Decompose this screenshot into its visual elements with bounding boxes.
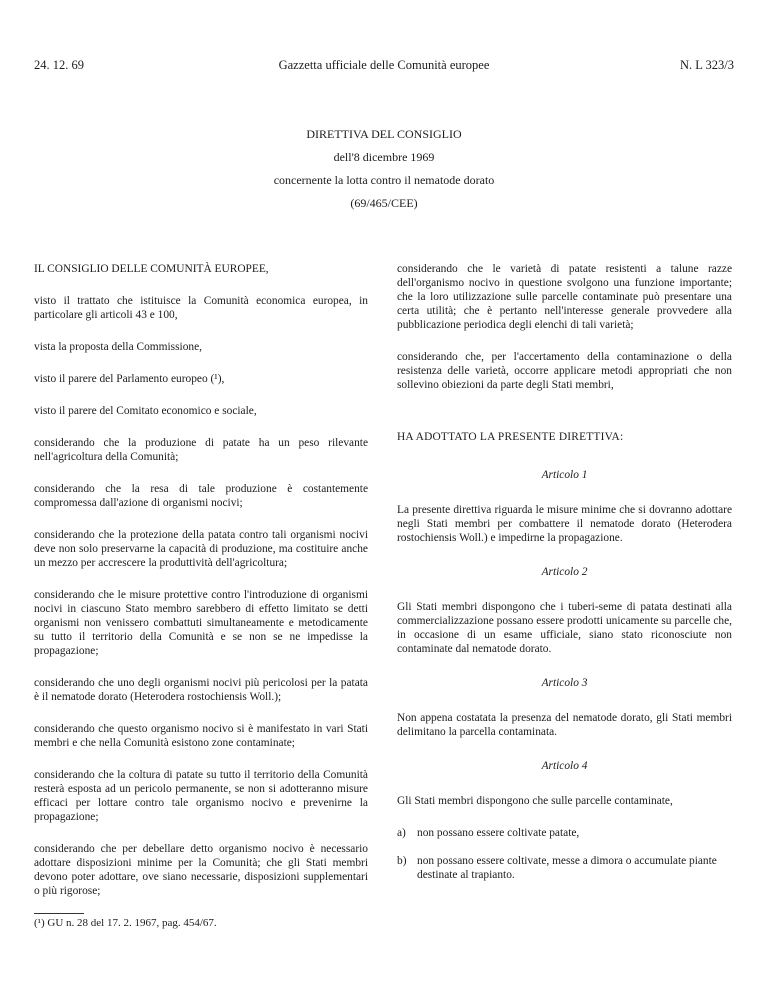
paragraph: visto il trattato che istituisce la Comunità economica europea, in particolare gli articoli 43 e 100, (34, 295, 368, 321)
list-item-label: a) (397, 827, 406, 839)
paragraph: considerando che la protezione della patata contro tali organismi nocivi deve non solo preservarne la capacità di produzione, ma costituire anche un mezzo per accrescere la produttività dell'agricoltura; (34, 529, 368, 569)
paragraph: visto il parere del Parlamento europeo (¹), (34, 373, 225, 385)
footnote-rule (34, 913, 84, 914)
paragraph: considerando che, per l'accertamento della contaminazione o della resistenza delle varietà, occorre applicare metodi appropriati che non sollevino obiezioni da parte degli Stati membri, (397, 351, 732, 391)
list-item (397, 826, 732, 840)
left-column (34, 262, 368, 930)
header-reference: N. L 323/3 (679, 58, 734, 72)
article-text: Gli Stati membri dispongono che i tuberi-seme di patata destinati alla commercializzazione possano essere prodotti unicamente su parcelle che, in occasione di un esame ufficiale, siano stato riconosciute non contaminate dal nematode dorato. (397, 601, 732, 655)
article-text: La presente direttiva riguarda le misure minime che si dovranno adottare negli Stati membri per combattere il nematode dorato (Heterodera rostochiensis Woll.) e impedirne la propagazione. (397, 504, 732, 544)
page-header (34, 58, 734, 80)
article-title: Articolo 1 (541, 469, 588, 481)
article-text: Gli Stati membri dispongono che sulle parcelle contaminate, (397, 795, 673, 807)
directive-subject: concernente la lotta contro il nematode dorato (273, 173, 495, 187)
paragraph: considerando che le varietà di patate resistenti a talune razze dell'organismo nocivo in questione svolgono una funzione importante; che la loro utilizzazione sulle parcelle contaminate può presentare una certa utilità; che è pertanto nell'interesse generale provvedere alla pubblicazione periodica degli elenchi di tali varietà; (397, 263, 732, 331)
article-title: Articolo 3 (541, 677, 588, 689)
paragraph: considerando che per debellare detto organismo nocivo è necessario adottare disposizioni minime per la Comunità; che gli Stati membri devono poter adottare, ove siano necessarie, disposizioni supplementari o più rigorose; (34, 843, 368, 897)
list-item-text: non possano essere coltivate, messe a dimora o accumulate piante destinate al trapianto. (417, 855, 717, 881)
article-title: Articolo 4 (541, 760, 588, 772)
directive-date: dell'8 dicembre 1969 (333, 150, 435, 164)
header-date: 24. 12. 69 (34, 58, 84, 72)
paragraph: vista la proposta della Commissione, (34, 341, 202, 353)
paragraph: considerando che la resa di tale produzione è costantemente compromessa dall'azione di organismi nocivi; (34, 483, 368, 509)
paragraph: considerando che la produzione di patate ha un peso rilevante nell'agricoltura della Comunità; (34, 437, 368, 463)
paragraph: considerando che uno degli organismi nocivi più pericolosi per la patata è il nematode dorato (Heterodera rostochiensis Woll.); (34, 677, 368, 703)
directive-type: DIRETTIVA DEL CONSIGLIO (306, 127, 462, 141)
list-item-text: non possano essere coltivate patate, (417, 827, 580, 839)
enacting-heading: HA ADOTTATO LA PRESENTE DIRETTIVA: (397, 431, 624, 443)
paragraph: visto il parere del Comitato economico e sociale, (34, 405, 257, 417)
directive-number: (69/465/CEE) (350, 196, 418, 210)
paragraph: considerando che la coltura di patate su tutto il territorio della Comunità resterà esposta ad un pericolo permanente, se non si adotteranno misure efficaci per lottare contro tale organismo nocivo e prevenirne la propagazione; (34, 769, 368, 823)
right-column (397, 262, 732, 896)
list-item (397, 854, 732, 882)
list-item-label: b) (397, 855, 407, 867)
paragraph: considerando che le misure protettive contro l'introduzione di organismi nocivi in ciascuno Stato membro sarebbero di effetto limitato se detti organismi non venissero combattuti simultaneamente e metodicamente su tutto il territorio della Comunità e se non se ne impedisse la propagazione; (34, 589, 368, 657)
paragraph: considerando che questo organismo nocivo si è manifestato in vari Stati membri e che nella Comunità esistono zone contaminate; (34, 723, 368, 749)
header-journal: Gazzetta ufficiale delle Comunità europee (278, 58, 490, 72)
document-titles (34, 126, 734, 218)
footnote: (¹) GU n. 28 del 17. 2. 1967, pag. 454/67. (34, 917, 217, 929)
article-text: Non appena costatata la presenza del nematode dorato, gli Stati membri delimitano la parcella contaminata. (397, 712, 732, 738)
paragraph: IL CONSIGLIO DELLE COMUNITÀ EUROPEE, (34, 263, 269, 275)
article-title: Articolo 2 (541, 566, 588, 578)
